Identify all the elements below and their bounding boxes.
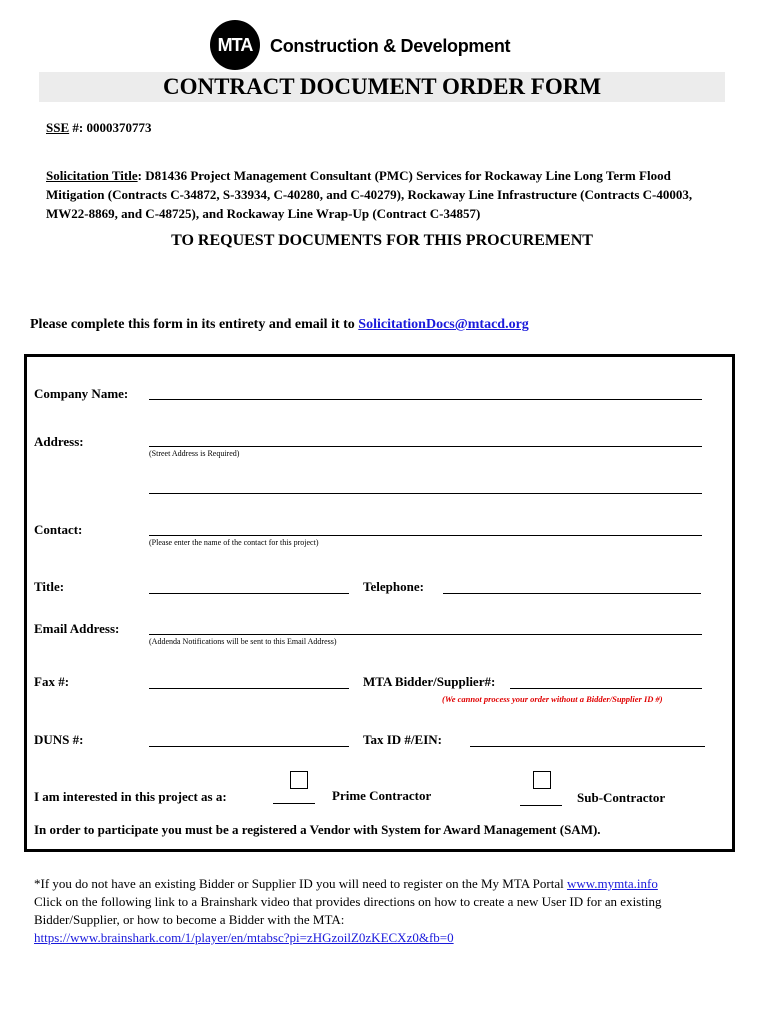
company-name-field[interactable] — [149, 399, 702, 400]
contact-field[interactable] — [149, 535, 702, 536]
prime-underline — [273, 803, 315, 804]
email-link[interactable]: SolicitationDocs@mtacd.org — [358, 317, 529, 332]
interested-label: I am interested in this project as a: — [34, 789, 227, 804]
sub-contractor-label: Sub-Contractor — [577, 790, 666, 805]
fax-field[interactable] — [149, 688, 349, 689]
taxid-field[interactable] — [470, 746, 705, 747]
email-label: Email Address: — [34, 621, 120, 636]
address-hint: (Street Address is Required) — [149, 449, 240, 458]
address-field-1[interactable] — [149, 446, 702, 447]
prime-contractor-label: Prime Contractor — [332, 788, 432, 803]
footer-line1 — [34, 875, 734, 893]
sse-label: SSE — [46, 120, 70, 135]
sse-number — [46, 120, 151, 136]
sub-contractor-checkbox[interactable] — [533, 771, 551, 789]
contact-hint: (Please enter the name of the contact for this project) — [149, 538, 319, 547]
email-hint: (Addenda Notifications will be sent to this Email Address) — [149, 637, 337, 646]
bidder-label: MTA Bidder/Supplier#: — [363, 674, 496, 689]
prime-contractor-checkbox[interactable] — [290, 771, 308, 789]
email-field[interactable] — [149, 634, 702, 635]
solicitation-title — [46, 166, 731, 223]
duns-label: DUNS #: — [34, 732, 84, 747]
title-label: Title: — [34, 579, 65, 594]
solicitation-label: Solicitation Title — [46, 168, 138, 183]
contact-label: Contact: — [34, 522, 83, 537]
sub-underline — [520, 805, 562, 806]
instructions-text: Please complete this form in its entirety and email it to — [30, 317, 359, 332]
instructions — [30, 317, 529, 333]
request-heading: TO REQUEST DOCUMENTS FOR THIS PROCUREMENT — [171, 232, 593, 249]
solicitation-text: : D81436 Project Management Consultant (PMC) Services for Rockaway Line Long Term Flood Mitigation (Contracts C-34872, S-33934, C-40280, and C-40279), Rockaway Line Infrastructure (Contracts C-40003, MW22-8869, and C-48725), and Rockaway Line Wrap-Up (Contract C-34857) — [46, 168, 693, 221]
telephone-label: Telephone: — [363, 579, 424, 594]
company-name-label: Company Name: — [34, 386, 129, 401]
telephone-field[interactable] — [443, 593, 701, 594]
mymta-link[interactable]: www.mymta.info — [566, 876, 658, 891]
brand-name: Construction & Development — [270, 36, 511, 56]
mta-logo: MTA — [210, 20, 260, 70]
order-form-box — [24, 354, 735, 852]
footer-line1-text: *If you do not have an existing Bidder or Supplier ID you will need to register on the My MTA Portal — [34, 876, 567, 891]
address-field-2[interactable] — [149, 493, 702, 494]
brainshark-link[interactable]: https://www.brainshark.com/1/player/en/mtabsc?pi=zHGzoilZ0zKECXz0&fb=0 — [34, 930, 454, 945]
bidder-note: (We cannot process your order without a Bidder/Supplier ID #) — [442, 694, 663, 704]
sam-note: In order to participate you must be a registered a Vendor with System for Award Management (SAM). — [34, 822, 601, 837]
fax-label: Fax #: — [34, 674, 70, 689]
duns-field[interactable] — [149, 746, 349, 747]
footer-notes — [34, 875, 734, 947]
sse-value: #: 0000370773 — [69, 120, 152, 135]
page-title: CONTRACT DOCUMENT ORDER FORM — [162, 74, 602, 99]
address-label: Address: — [34, 434, 84, 449]
footer-line2: Click on the following link to a Brainshark video that provides directions on how to create a new User ID for an existing Bidder/Supplier, or how to become a Bidder with the MTA: — [34, 894, 662, 927]
bidder-field[interactable] — [510, 688, 702, 689]
taxid-label: Tax ID #/EIN: — [363, 732, 442, 747]
title-field[interactable] — [149, 593, 349, 594]
